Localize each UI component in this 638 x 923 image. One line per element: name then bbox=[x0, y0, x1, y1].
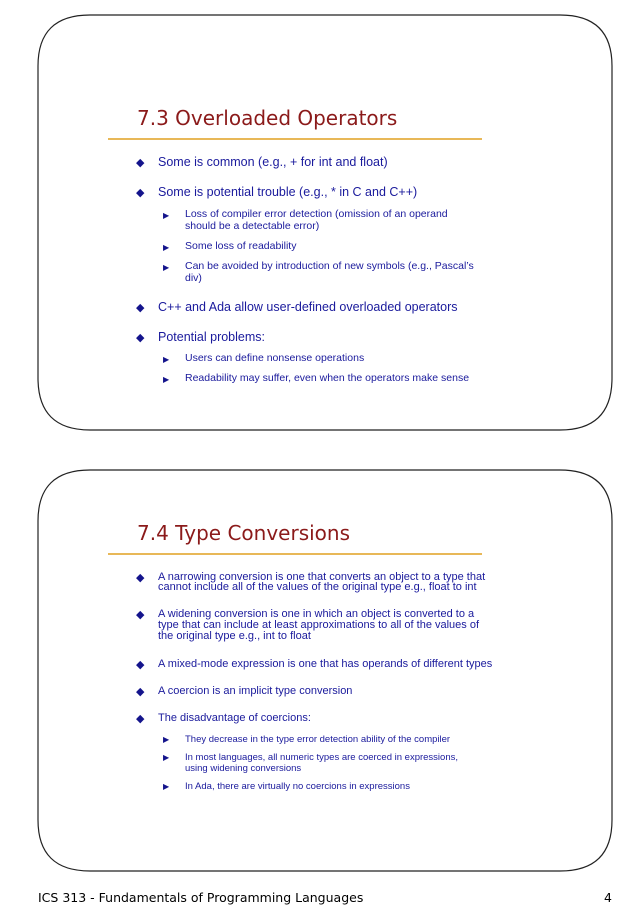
diamond-bullet-icon: ◆ bbox=[136, 302, 145, 314]
diamond-bullet-icon: ◆ bbox=[136, 187, 145, 199]
sub-bullet-text: Can be avoided by introduction of new symbols (e.g., Pascal’s bbox=[185, 260, 474, 272]
bullet-text: C++ and Ada allow user-defined overloaded operators bbox=[158, 300, 458, 314]
arrow-bullet-icon: ▶ bbox=[163, 263, 170, 272]
bullet-text: Some is common (e.g., + for int and float) bbox=[158, 155, 388, 169]
slide-overloaded-operators bbox=[0, 0, 638, 440]
bullet-text-continued: cannot include all of the values of the original type e.g., float to int bbox=[158, 581, 477, 593]
bullet-text: Some is potential trouble (e.g., * in C and C++) bbox=[158, 185, 418, 199]
footer-course-title: ICS 313 - Fundamentals of Programming Languages bbox=[38, 890, 364, 905]
diamond-bullet-icon: ◆ bbox=[136, 659, 145, 671]
bullet-text-continued: type that can include at least approximations to all of the values of bbox=[158, 619, 480, 631]
diamond-bullet-icon: ◆ bbox=[136, 157, 145, 169]
sub-bullet-text-continued: div) bbox=[185, 272, 202, 284]
bullet-text: A narrowing conversion is one that converts an object to a type that bbox=[158, 571, 486, 583]
sub-bullet-text: They decrease in the type error detection ability of the compiler bbox=[185, 734, 451, 745]
bullet-text: Potential problems: bbox=[158, 330, 266, 344]
slide-type-conversions bbox=[0, 460, 638, 880]
sub-bullet-text: Readability may suffer, even when the operators make sense bbox=[185, 372, 470, 384]
diamond-bullet-icon: ◆ bbox=[136, 609, 145, 621]
bullet-text: The disadvantage of coercions: bbox=[158, 712, 311, 724]
arrow-bullet-icon: ▶ bbox=[163, 735, 170, 744]
sub-bullet-text-continued: using widening conversions bbox=[185, 763, 302, 774]
diamond-bullet-icon: ◆ bbox=[136, 686, 145, 698]
sub-bullet-text: Users can define nonsense operations bbox=[185, 352, 365, 364]
arrow-bullet-icon: ▶ bbox=[163, 375, 170, 384]
arrow-bullet-icon: ▶ bbox=[163, 243, 170, 252]
sub-bullet-text: In Ada, there are virtually no coercions in expressions bbox=[185, 781, 410, 792]
sub-bullet-text-continued: should be a detectable error) bbox=[185, 220, 320, 232]
bullet-text: A coercion is an implicit type conversion bbox=[158, 685, 353, 697]
arrow-bullet-icon: ▶ bbox=[163, 211, 170, 220]
slide-title: 7.3 Overloaded Operators bbox=[137, 106, 398, 130]
sub-bullet-text: Loss of compiler error detection (omission of an operand bbox=[185, 208, 448, 220]
diamond-bullet-icon: ◆ bbox=[136, 713, 145, 725]
arrow-bullet-icon: ▶ bbox=[163, 355, 170, 364]
slide-title: 7.4 Type Conversions bbox=[137, 521, 351, 545]
diamond-bullet-icon: ◆ bbox=[136, 572, 145, 584]
bullet-text: A mixed-mode expression is one that has operands of different types bbox=[158, 658, 493, 670]
sub-bullet-text: Some loss of readability bbox=[185, 240, 297, 252]
page-number: 4 bbox=[604, 890, 612, 905]
arrow-bullet-icon: ▶ bbox=[163, 782, 170, 791]
diamond-bullet-icon: ◆ bbox=[136, 332, 145, 344]
bullet-text-continued: the original type e.g., int to float bbox=[158, 630, 311, 642]
arrow-bullet-icon: ▶ bbox=[163, 753, 170, 762]
sub-bullet-text: In most languages, all numeric types are coerced in expressions, bbox=[185, 752, 458, 763]
bullet-text: A widening conversion is one in which an object is converted to a bbox=[158, 608, 475, 620]
